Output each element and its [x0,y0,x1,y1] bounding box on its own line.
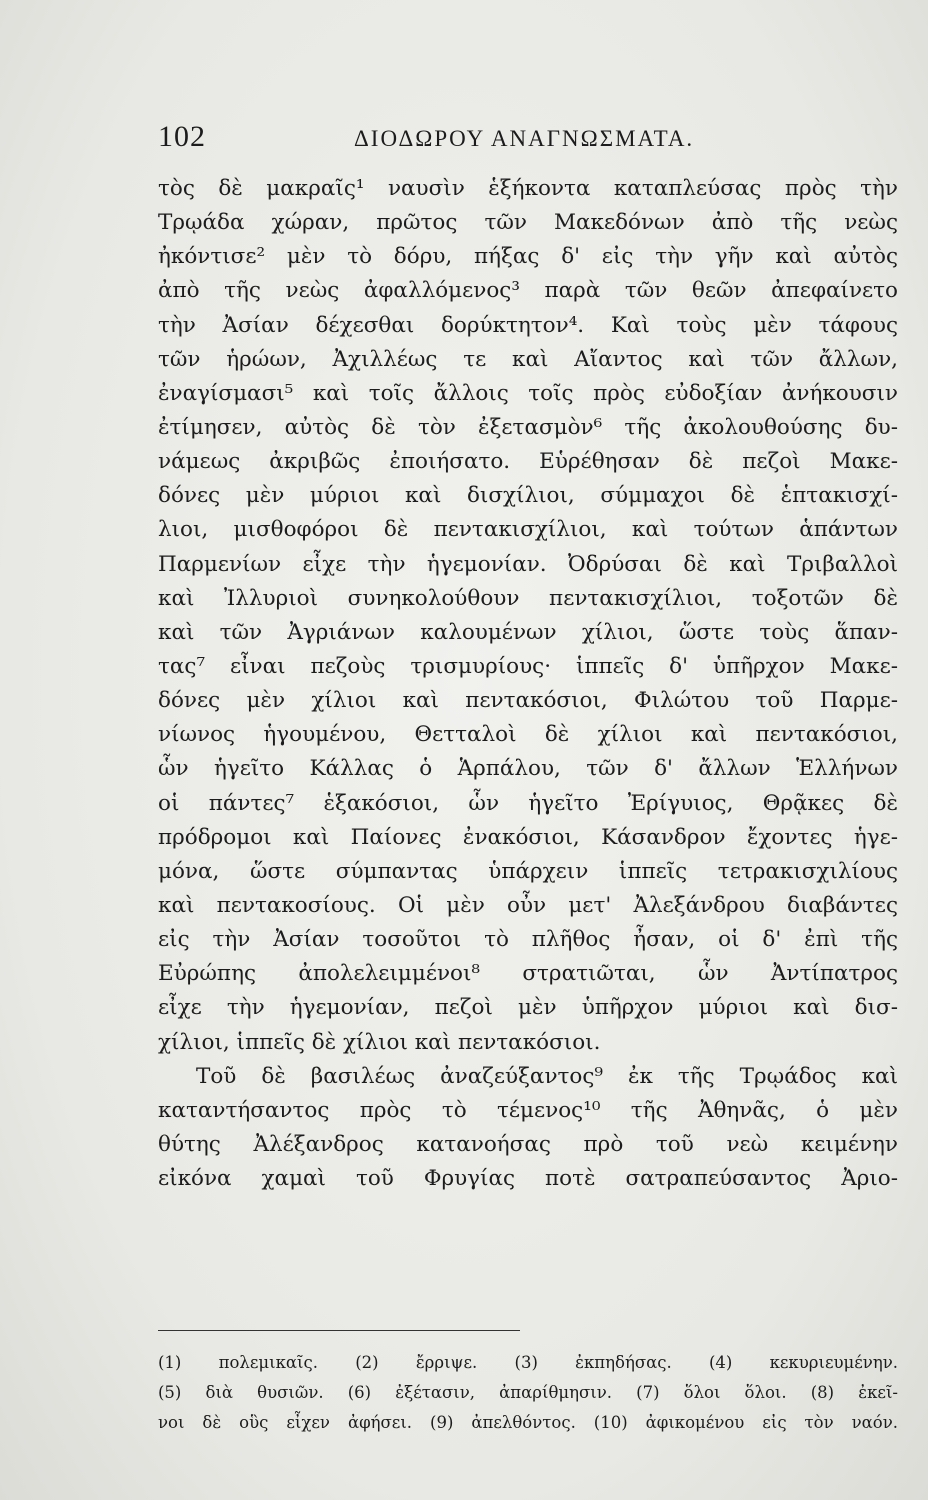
text-line: Τρῳάδα χώραν, πρῶτος τῶν Μακεδόνων ἀπὸ τῆς νεὼς [158,210,898,236]
text-line-paragraph-end: χίλιοι, ἱππεῖς δὲ χίλιοι καὶ πεντακόσιοι. [158,1029,601,1055]
text-line: τας⁷ εἶναι πεζοὺς τρισμυρίους· ἱππεῖς δ' ὑπῆρχον Μακε- [158,653,898,679]
text-line: ἐναγίσμασι⁵ καὶ τοῖς ἄλλοις τοῖς πρὸς εὐδοξίαν ἀνήκουσιν [158,380,898,406]
running-title: ΔΙΟΔΩΡΟΥ ΑΝΑΓΝΩΣΜΑΤΑ. [354,126,695,151]
text-line: δόνες μὲν χίλιοι καὶ πεντακόσιοι, Φιλώτου τοῦ Παρμε- [158,688,898,714]
text-line: οἱ πάντες⁷ ἑξακόσιοι, ὧν ἡγεῖτο Ἐρίγυιος, Θρᾷκες δὲ [158,790,898,816]
text-line: ἀπὸ τῆς νεὼς ἀφαλλόμενος³ παρὰ τῶν θεῶν ἀπεφαίνετο [158,278,898,304]
footnote-divider [158,1330,520,1331]
text-line: ἠκόντισε² μὲν τὸ δόρυ, πήξας δ' εἰς τὴν γῆν καὶ αὐτὸς [158,244,898,270]
text-line: δόνες μὲν μύριοι καὶ δισχίλιοι, σύμμαχοι δὲ ἑπτακισχί- [158,483,898,509]
text-line: εἶχε τὴν ἡγεμονίαν, πεζοὶ μὲν ὑπῆρχον μύριοι καὶ δισ- [158,995,898,1021]
text-line: ὧν ἡγεῖτο Κάλλας ὁ Ἁρπάλου, τῶν δ' ἄλλων Ἑλλήνων [158,756,898,782]
text-line: καὶ Ἰλλυριοὶ συνηκολούθουν πεντακισχίλιοι, τοξοτῶν δὲ [158,585,898,611]
text-line: νίωνος ἡγουμένου, Θετταλοὶ δὲ χίλιοι καὶ πεντακόσιοι, [158,722,898,748]
text-line: μόνα, ὥστε σύμπαντας ὑπάρχειν ἱππεῖς τετρακισχιλίους [158,858,898,884]
text-line: καταντήσαντος πρὸς τὸ τέμενος¹⁰ τῆς Ἀθηνᾶς, ὁ μὲν [158,1097,898,1123]
text-line: Παρμενίων εἶχε τὴν ἡγεμονίαν. Ὀδρύσαι δὲ καὶ Τριβαλλοὶ [158,551,898,577]
text-line: καὶ τῶν Ἀγριάνων καλουμένων χίλιοι, ὥστε τοὺς ἅπαν- [158,619,898,645]
text-line: νάμεως ἀκριβῶς ἐποιήσατο. Εὑρέθησαν δὲ πεζοὶ Μακε- [158,449,898,475]
footnote-line: (5) διὰ θυσιῶν. (6) ἐξέτασιν, ἀπαρίθμησιν. (7) ὅλοι ὅλοι. (8) ἐκεῖ- [158,1383,898,1402]
text-line: τῶν ἡρώων, Ἀχιλλέως τε καὶ Αἴαντος καὶ τῶν ἄλλων, [158,346,898,372]
footnote-line: (1) πολεμικαῖς. (2) ἔρριψε. (3) ἐκπηδήσας. (4) κεκυριευμένην. [158,1353,898,1372]
text-line: τὴν Ἀσίαν δέχεσθαι δορύκτητον⁴. Καὶ τοὺς μὲν τάφους [158,312,898,338]
text-line: εἰκόνα χαμαὶ τοῦ Φρυγίας ποτὲ σατραπεύσαντος Ἀριο- [158,1166,898,1192]
text-line: Εὐρώπης ἀπολελειμμένοι⁸ στρατιῶται, ὧν Ἀντίπατρος [158,961,898,987]
text-line: λιοι, μισθοφόροι δὲ πεντακισχίλιοι, καὶ τούτων ἁπάντων [158,517,898,543]
text-line: πρόδρομοι καὶ Παίονες ἐνακόσιοι, Κάσανδρον ἔχοντες ἡγε- [158,824,898,850]
text-line: ἐτίμησεν, αὐτὸς δὲ τὸν ἐξετασμὸν⁶ τῆς ἀκολουθούσης δυ- [158,414,898,440]
footnotes [158,1348,898,1438]
text-line: εἰς τὴν Ἀσίαν τοσοῦτοι τὸ πλῆθος ἦσαν, οἱ δ' ἐπὶ τῆς [158,927,898,953]
page-header [158,118,898,158]
text-line: θύτης Ἀλέξανδρος κατανοήσας πρὸ τοῦ νεὼ κειμένην [158,1131,898,1157]
page-number: 102 [158,120,206,153]
text-line: καὶ πεντακοσίους. Οἱ μὲν οὖν μετ' Ἀλεξάνδρου διαβάντες [158,892,898,918]
text-line-paragraph-start: Τοῦ δὲ βασιλέως ἀναζεύξαντος⁹ ἐκ τῆς Τρῳάδος καὶ [196,1063,898,1089]
footnote-line: νοι δὲ οὓς εἶχεν ἀφήσει. (9) ἀπελθόντος. (10) ἀφικομένου εἰς τὸν ναόν. [158,1413,898,1432]
main-text [158,172,898,1196]
text-line: τὸς δὲ μακραῖς¹ ναυσὶν ἑξήκοντα καταπλεύσας πρὸς τὴν [158,176,898,201]
